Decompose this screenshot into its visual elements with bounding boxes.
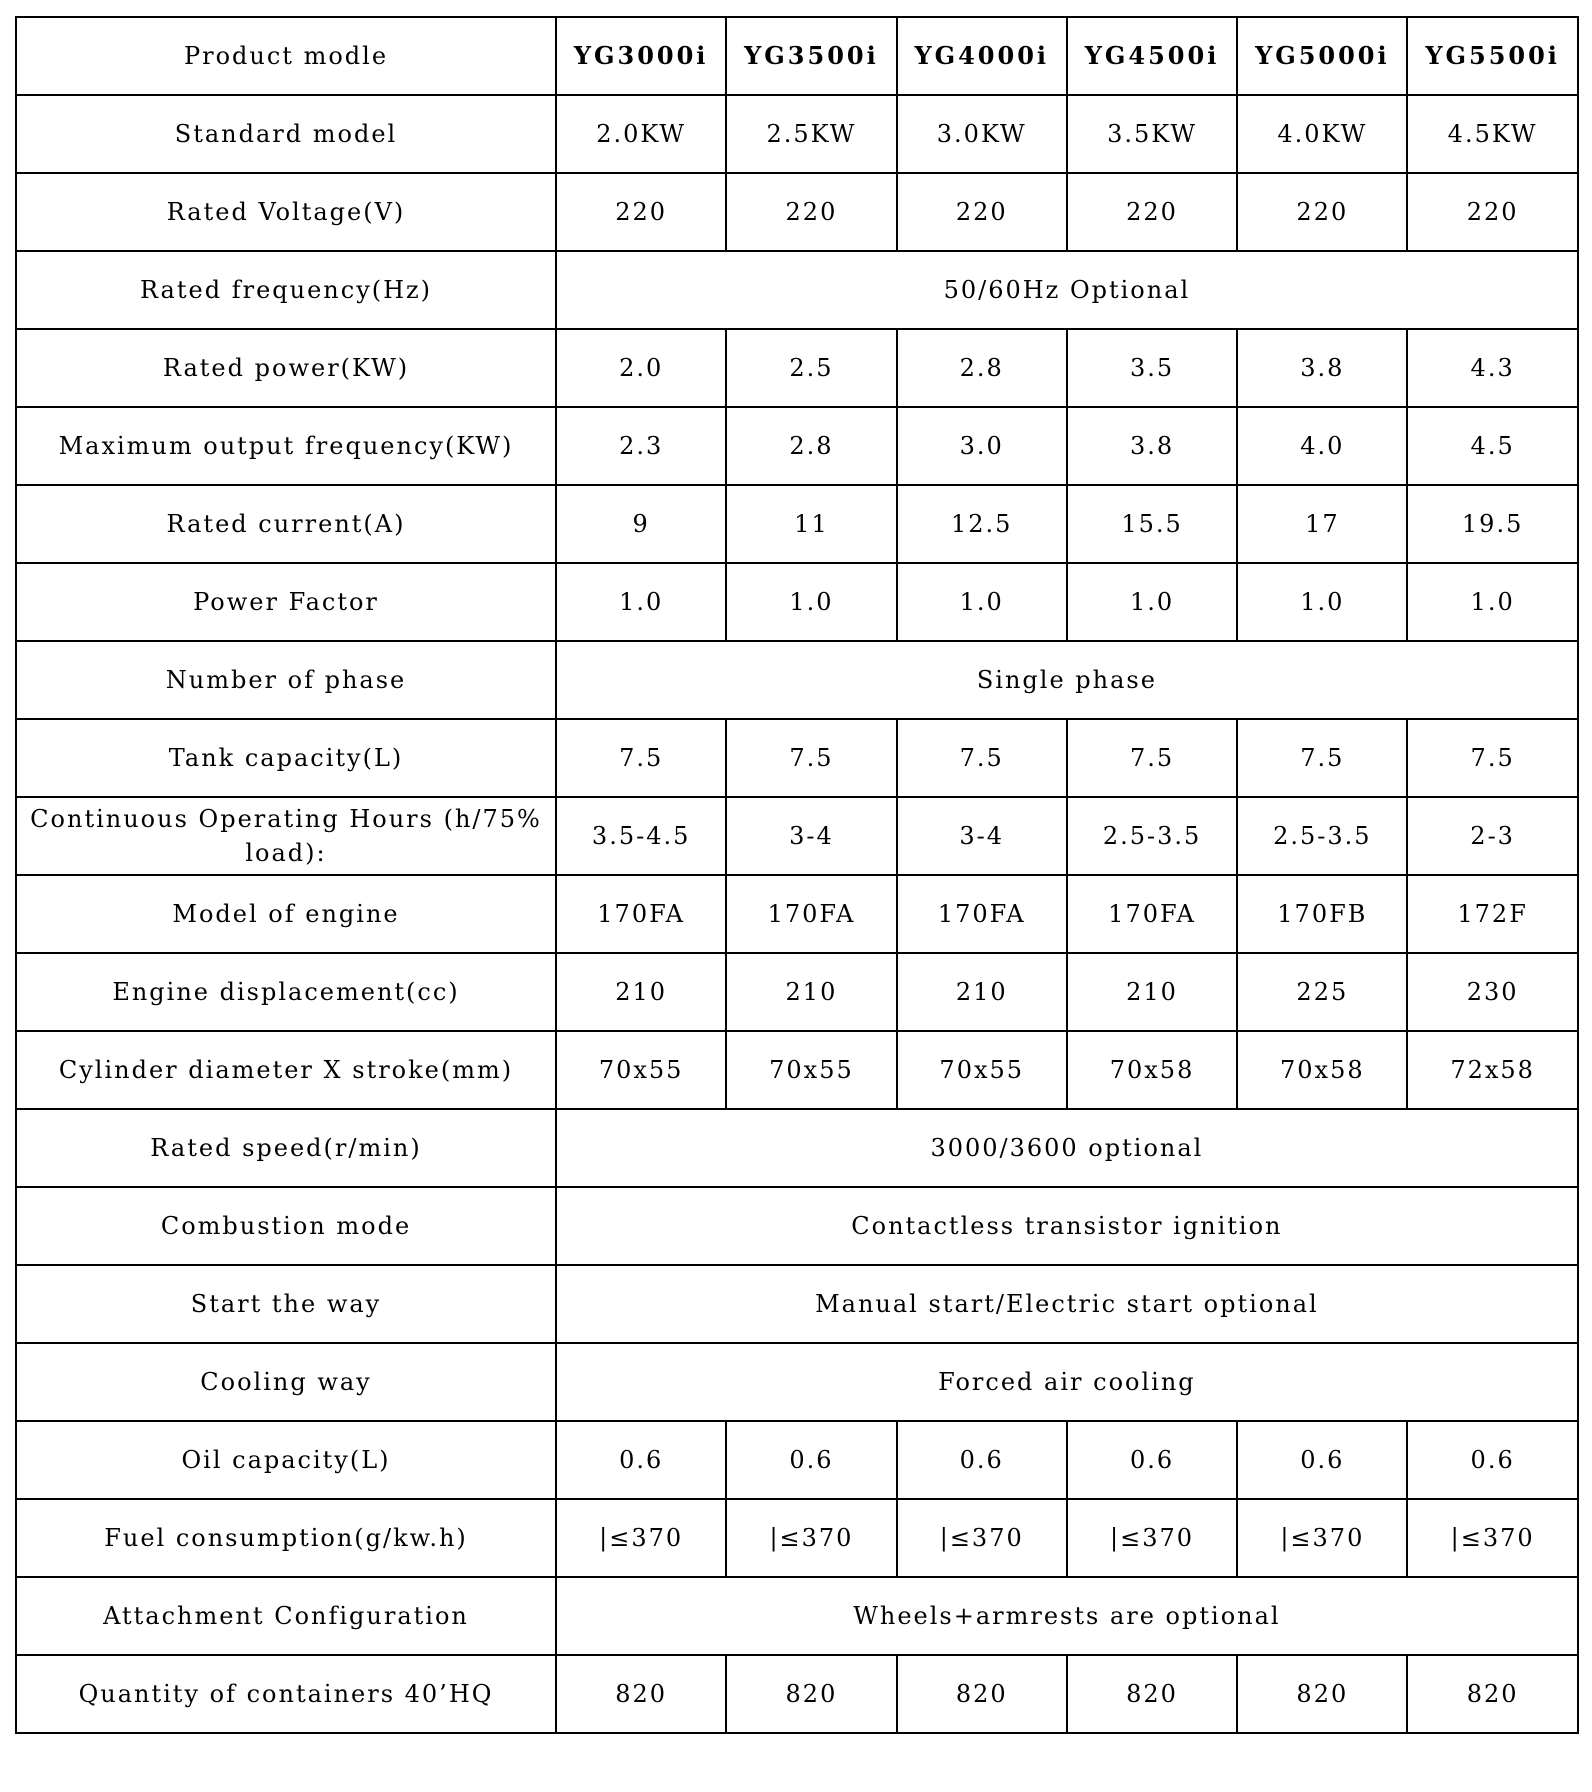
spec-value: 220 — [897, 173, 1067, 251]
model-name: YG4500i — [1067, 17, 1237, 95]
model-name: YG3000i — [556, 17, 726, 95]
spec-value-merged: Manual start/Electric start optional — [556, 1265, 1578, 1343]
model-name: YG5500i — [1407, 17, 1577, 95]
spec-value: 12.5 — [897, 485, 1067, 563]
spec-value: 0.6 — [1067, 1421, 1237, 1499]
spec-row — [16, 797, 1578, 875]
spec-row — [16, 1577, 1578, 1655]
spec-value: 2.3 — [556, 407, 726, 485]
spec-value: 0.6 — [556, 1421, 726, 1499]
spec-value: 820 — [897, 1655, 1067, 1733]
spec-value: 1.0 — [1067, 563, 1237, 641]
spec-value: 820 — [1407, 1655, 1577, 1733]
spec-value: |≤370 — [1067, 1499, 1237, 1577]
spec-row — [16, 329, 1578, 407]
spec-value: |≤370 — [1237, 1499, 1407, 1577]
spec-row — [16, 719, 1578, 797]
spec-value: 230 — [1407, 953, 1577, 1031]
spec-value: 220 — [1067, 173, 1237, 251]
spec-value: 15.5 — [1067, 485, 1237, 563]
spec-value: 3.5-4.5 — [556, 797, 726, 875]
spec-value: 220 — [556, 173, 726, 251]
param-label: Rated power(KW) — [16, 329, 556, 407]
spec-value: 4.0KW — [1237, 95, 1407, 173]
spec-row — [16, 1655, 1578, 1733]
spec-value: 210 — [897, 953, 1067, 1031]
param-label: Standard model — [16, 95, 556, 173]
spec-row — [16, 1187, 1578, 1265]
spec-value: 170FA — [897, 875, 1067, 953]
param-label: Rated speed(r/min) — [16, 1109, 556, 1187]
spec-value-merged: Wheels+armrests are optional — [556, 1577, 1578, 1655]
spec-value: 0.6 — [897, 1421, 1067, 1499]
spec-value-merged: 3000/3600 optional — [556, 1109, 1578, 1187]
param-label: Start the way — [16, 1265, 556, 1343]
spec-value: 70x55 — [897, 1031, 1067, 1109]
spec-value-merged: 50/60Hz Optional — [556, 251, 1578, 329]
spec-row — [16, 563, 1578, 641]
spec-value: 820 — [726, 1655, 896, 1733]
param-label: Cooling way — [16, 1343, 556, 1421]
spec-value: 2.5-3.5 — [1067, 797, 1237, 875]
spec-value: 3.8 — [1067, 407, 1237, 485]
spec-value: 2.5-3.5 — [1237, 797, 1407, 875]
model-name: YG5000i — [1237, 17, 1407, 95]
spec-value: 2.8 — [726, 407, 896, 485]
spec-value: 820 — [1067, 1655, 1237, 1733]
spec-value: 4.3 — [1407, 329, 1577, 407]
spec-value: 7.5 — [726, 719, 896, 797]
spec-value: 4.0 — [1237, 407, 1407, 485]
spec-value: 1.0 — [726, 563, 896, 641]
spec-value: |≤370 — [726, 1499, 896, 1577]
spec-row — [16, 173, 1578, 251]
spec-value: 1.0 — [556, 563, 726, 641]
spec-value: 225 — [1237, 953, 1407, 1031]
model-name: YG4000i — [897, 17, 1067, 95]
spec-value: 1.0 — [1407, 563, 1577, 641]
spec-value: 3.0 — [897, 407, 1067, 485]
spec-value: 3-4 — [726, 797, 896, 875]
spec-row — [16, 1499, 1578, 1577]
spec-value: 2.0 — [556, 329, 726, 407]
param-label: Rated frequency(Hz) — [16, 251, 556, 329]
spec-value: 19.5 — [1407, 485, 1577, 563]
spec-value: 0.6 — [1237, 1421, 1407, 1499]
param-label: Quantity of containers 40’HQ — [16, 1655, 556, 1733]
spec-value: 170FA — [1067, 875, 1237, 953]
spec-value: 172F — [1407, 875, 1577, 953]
param-label: Maximum output frequency(KW) — [16, 407, 556, 485]
spec-value: 70x55 — [726, 1031, 896, 1109]
spec-value: 3-4 — [897, 797, 1067, 875]
param-label: Fuel consumption(g/kw.h) — [16, 1499, 556, 1577]
spec-body — [16, 95, 1578, 1733]
spec-value: 3.5 — [1067, 329, 1237, 407]
spec-value: 2.0KW — [556, 95, 726, 173]
spec-row — [16, 485, 1578, 563]
spec-value: 11 — [726, 485, 896, 563]
header-row — [16, 17, 1578, 95]
spec-value: 820 — [1237, 1655, 1407, 1733]
spec-value: 820 — [556, 1655, 726, 1733]
spec-value: 1.0 — [1237, 563, 1407, 641]
spec-row — [16, 875, 1578, 953]
spec-value-merged: Single phase — [556, 641, 1578, 719]
spec-value: 170FA — [726, 875, 896, 953]
spec-value: 7.5 — [897, 719, 1067, 797]
spec-value: 3.0KW — [897, 95, 1067, 173]
spec-value: 7.5 — [1237, 719, 1407, 797]
spec-value: 2-3 — [1407, 797, 1577, 875]
spec-value: |≤370 — [556, 1499, 726, 1577]
param-label: Oil capacity(L) — [16, 1421, 556, 1499]
param-label: Rated current(A) — [16, 485, 556, 563]
spec-row — [16, 1109, 1578, 1187]
spec-value: 170FB — [1237, 875, 1407, 953]
param-label: Continuous Operating Hours (h/75% load): — [16, 797, 556, 875]
spec-value: 220 — [1237, 173, 1407, 251]
header-label: Product modle — [16, 17, 556, 95]
spec-value: 0.6 — [726, 1421, 896, 1499]
spec-value: 4.5KW — [1407, 95, 1577, 173]
spec-value: 210 — [726, 953, 896, 1031]
param-label: Number of phase — [16, 641, 556, 719]
spec-row — [16, 641, 1578, 719]
param-label: Combustion mode — [16, 1187, 556, 1265]
spec-value: 17 — [1237, 485, 1407, 563]
spec-value: 7.5 — [556, 719, 726, 797]
spec-row — [16, 1343, 1578, 1421]
spec-value: 170FA — [556, 875, 726, 953]
spec-value: 4.5 — [1407, 407, 1577, 485]
spec-row — [16, 95, 1578, 173]
spec-value: 9 — [556, 485, 726, 563]
spec-value: 0.6 — [1407, 1421, 1577, 1499]
spec-value: 7.5 — [1407, 719, 1577, 797]
spec-value: 70x55 — [556, 1031, 726, 1109]
spec-value: 2.5 — [726, 329, 896, 407]
param-label: Tank capacity(L) — [16, 719, 556, 797]
spec-row — [16, 1265, 1578, 1343]
spec-value: 1.0 — [897, 563, 1067, 641]
param-label: Power Factor — [16, 563, 556, 641]
spec-row — [16, 1421, 1578, 1499]
spec-row — [16, 407, 1578, 485]
spec-value: 3.5KW — [1067, 95, 1237, 173]
param-label: Attachment Configuration — [16, 1577, 556, 1655]
model-name: YG3500i — [726, 17, 896, 95]
spec-value: 72x58 — [1407, 1031, 1577, 1109]
spec-value: 220 — [1407, 173, 1577, 251]
spec-row — [16, 953, 1578, 1031]
param-label: Cylinder diameter X stroke(mm) — [16, 1031, 556, 1109]
spec-row — [16, 251, 1578, 329]
spec-value-merged: Forced air cooling — [556, 1343, 1578, 1421]
param-label: Engine displacement(cc) — [16, 953, 556, 1031]
param-label: Model of engine — [16, 875, 556, 953]
spec-value: 210 — [1067, 953, 1237, 1031]
spec-row — [16, 1031, 1578, 1109]
spec-value: 3.8 — [1237, 329, 1407, 407]
spec-table — [15, 16, 1579, 1734]
spec-value: 70x58 — [1067, 1031, 1237, 1109]
spec-value: 2.8 — [897, 329, 1067, 407]
spec-value: 2.5KW — [726, 95, 896, 173]
spec-value: 7.5 — [1067, 719, 1237, 797]
spec-value-merged: Contactless transistor ignition — [556, 1187, 1578, 1265]
spec-value: |≤370 — [1407, 1499, 1577, 1577]
spec-value: |≤370 — [897, 1499, 1067, 1577]
spec-value: 220 — [726, 173, 896, 251]
spec-value: 210 — [556, 953, 726, 1031]
spec-value: 70x58 — [1237, 1031, 1407, 1109]
param-label: Rated Voltage(V) — [16, 173, 556, 251]
